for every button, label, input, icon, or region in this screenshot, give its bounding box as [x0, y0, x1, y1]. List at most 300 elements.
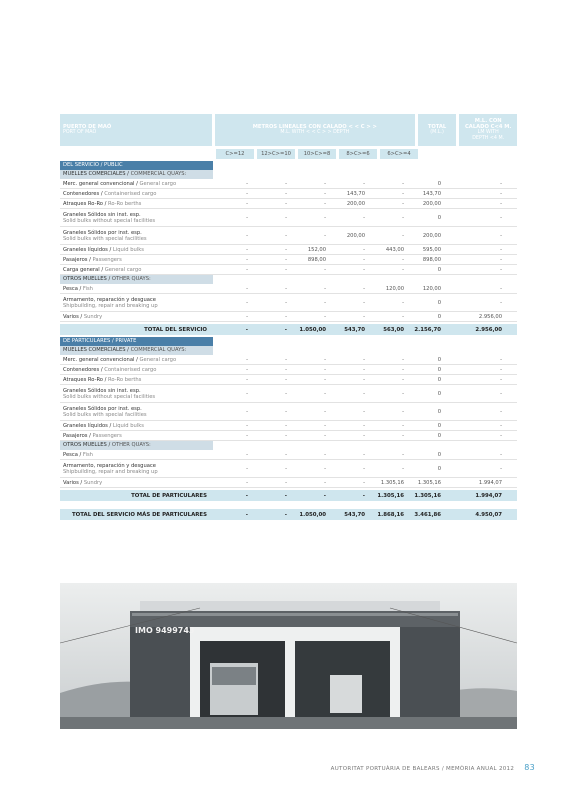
cell-depth-2: - [285, 465, 287, 472]
table-row [60, 403, 517, 421]
cell-depth-3: 152,00 [307, 246, 326, 253]
cell-depth-1: - [246, 299, 248, 306]
cell-depth-3: - [324, 465, 326, 472]
row-label-es: Merc. general convencional [63, 180, 135, 187]
cell-depth-5: 1.305,16 [380, 479, 404, 486]
row-label-es: Contenedores [63, 366, 100, 373]
group-title-en: OTHER QUAYS: [111, 442, 151, 448]
cell-depth-3: - [324, 451, 326, 458]
cell-depth-2: - [285, 190, 287, 197]
cell-ml-shallow: 2.956,00 [478, 313, 502, 320]
berth-table [60, 114, 517, 520]
row-label-en: Shipbuilding, repair and breaking up [63, 468, 158, 475]
table-row [60, 355, 517, 365]
cell-depth-1: - [246, 214, 248, 221]
cell-depth-2: - [285, 214, 287, 221]
header-ml-label-en-2: DEPTH <4 M. [472, 136, 505, 142]
grand-total-ml-shallow: 4.950,07 [475, 511, 502, 518]
table-row [60, 284, 517, 294]
cell-depth-5: - [402, 390, 404, 397]
page-footer [331, 763, 535, 772]
page-number: 83 [524, 763, 535, 772]
cell-depth-5: - [402, 266, 404, 273]
row-label [60, 230, 213, 242]
cell-total: 0 [437, 366, 441, 373]
cell-ml-shallow: - [500, 256, 502, 263]
header-port-label-en: PORT OF MAÓ [63, 130, 97, 135]
table-row [60, 375, 517, 385]
cell-depth-3: - [324, 299, 326, 306]
grand-total-depth-3: 1.050,00 [299, 511, 326, 518]
cell-depth-3: - [324, 200, 326, 207]
cell-depth-1: - [246, 266, 248, 273]
cell-depth-1: - [246, 356, 248, 363]
section-total-row [60, 324, 517, 335]
row-label: Atraques Ro-Ro / Ro-Ro berths [63, 376, 142, 383]
table-row [60, 478, 517, 488]
section-total-label: TOTAL DEL SERVICIO [144, 326, 207, 333]
cell-ml-shallow: - [500, 408, 502, 415]
cell-depth-4: - [363, 356, 365, 363]
cell-total: 0 [437, 408, 441, 415]
row-label-es: Atraques Ro-Ro [63, 200, 103, 207]
cell-depth-2: - [285, 390, 287, 397]
cell-ml-shallow: - [500, 432, 502, 439]
cell-depth-1: - [246, 200, 248, 207]
row-label [60, 297, 213, 309]
cell-depth-1: - [246, 285, 248, 292]
row-label-en: General cargo [104, 266, 142, 273]
row-label-es: Atraques Ro-Ro [63, 376, 103, 383]
cell-depth-4: 200,00 [346, 200, 365, 207]
table-row [60, 255, 517, 265]
cell-depth-5: - [402, 256, 404, 263]
total-depth-5: 1.305,16 [377, 492, 404, 499]
footer-report: MEMÒRIA ANUAL 2012 [446, 766, 515, 772]
row-label-en: Solid bulks with special facilities [63, 411, 147, 418]
cell-depth-3: - [324, 432, 326, 439]
row-label-es: Graneles líquidos [63, 422, 108, 429]
cell-depth-4: - [363, 285, 365, 292]
table-body [60, 161, 517, 520]
cell-depth-4: - [363, 422, 365, 429]
row-label-en: Ro-Ro berths [108, 200, 142, 207]
cell-depth-1: - [246, 451, 248, 458]
section-total-label: TOTAL DE PARTICULARES [131, 492, 207, 499]
row-label: Pesca / Fish [63, 285, 93, 292]
cell-depth-5: - [402, 313, 404, 320]
footer-org: AUTORITAT PORTUÀRIA DE BALEARS [330, 766, 440, 772]
cell-depth-2: - [285, 376, 287, 383]
header-metros [215, 114, 415, 146]
cell-ml-shallow: - [500, 376, 502, 383]
cell-total: 0 [437, 313, 441, 320]
cell-depth-3: - [324, 366, 326, 373]
depth-subheaders [60, 149, 517, 159]
cell-depth-3: - [324, 285, 326, 292]
grand-total-depth-4: 543,70 [344, 511, 365, 518]
depth-col-4: 8>C>=6 [339, 149, 377, 159]
cell-depth-5: - [402, 366, 404, 373]
cell-depth-2: - [285, 180, 287, 187]
group-title-es: MUELLES COMERCIALES [63, 171, 126, 177]
cell-total: 200,00 [422, 232, 441, 239]
table-row [60, 460, 517, 478]
row-label-es: Graneles líquidos [63, 246, 108, 253]
cell-depth-1: - [246, 246, 248, 253]
depth-col-1: C>=12 [216, 149, 254, 159]
total-depth-4: - [362, 492, 365, 499]
grand-total-depth-2: - [284, 511, 287, 518]
row-label-en: General cargo [139, 180, 177, 187]
row-label-es: Varios [63, 313, 79, 320]
cell-total: 1.305,16 [417, 479, 441, 486]
header-ml-label-2: CALADO C<4 M. [465, 123, 512, 130]
ferry-photo [60, 583, 517, 729]
row-label [60, 388, 213, 400]
cell-depth-2: - [285, 432, 287, 439]
cell-total: 0 [437, 422, 441, 429]
total-depth-5: 563,00 [383, 326, 404, 333]
group-title-es: MUELLES COMERCIALES [63, 347, 126, 353]
row-label-en: Ro-Ro berths [108, 376, 142, 383]
table-row [60, 385, 517, 403]
cell-depth-2: - [285, 366, 287, 373]
row-label-en: General cargo [139, 356, 177, 363]
cell-depth-1: - [246, 313, 248, 320]
cell-depth-2: - [285, 200, 287, 207]
cell-total: 0 [437, 299, 441, 306]
row-label [60, 406, 213, 418]
total-depth-3: 1.050,00 [299, 326, 326, 333]
cell-depth-3: - [324, 390, 326, 397]
cell-depth-4: - [363, 432, 365, 439]
row-label: Contenedores / Containerised cargo [63, 190, 157, 197]
cell-depth-3: 898,00 [307, 256, 326, 263]
row-label: Pasajeros / Passengers [63, 432, 122, 439]
table-row [60, 179, 517, 189]
group-title: MUELLES COMERCIALES / COMMERCIAL QUAYS: [60, 170, 213, 179]
header-total-label-en: (M.L.) [430, 130, 444, 135]
grand-total-total: 3.461,86 [414, 511, 441, 518]
cell-depth-5: - [402, 299, 404, 306]
row-label-es: Graneles Sólidos sin inst. esp. [63, 387, 141, 394]
total-depth-2: - [284, 326, 287, 333]
cell-depth-1: - [246, 408, 248, 415]
cell-depth-4: - [363, 180, 365, 187]
row-label: Contenedores / Containerised cargo [63, 366, 157, 373]
row-label-en: Sundry [83, 313, 103, 320]
row-label-en: Passengers [92, 256, 122, 263]
ferry-photo-image [60, 583, 517, 729]
group-title: MUELLES COMERCIALES / COMMERCIAL QUAYS: [60, 346, 213, 355]
cell-ml-shallow: - [500, 232, 502, 239]
cell-total: 0 [437, 376, 441, 383]
cell-depth-3: - [324, 408, 326, 415]
cell-depth-1: - [246, 376, 248, 383]
cell-depth-4: - [363, 408, 365, 415]
row-label-es: Pasajeros [63, 432, 88, 439]
cell-depth-5: - [402, 232, 404, 239]
cell-depth-4: 143,70 [346, 190, 365, 197]
depth-col-2: 12>C>=10 [257, 149, 295, 159]
cell-depth-3: - [324, 479, 326, 486]
cell-depth-2: - [285, 299, 287, 306]
depth-col-3: 10>C>=8 [298, 149, 336, 159]
header-total-label: TOTAL [427, 123, 447, 130]
cell-depth-1: - [246, 232, 248, 239]
cell-total: 0 [437, 390, 441, 397]
row-label: Pesca / Fish [63, 451, 93, 458]
cell-total: 0 [437, 214, 441, 221]
cell-depth-4: - [363, 376, 365, 383]
cell-total: 595,00 [422, 246, 441, 253]
header-ml-label-1: M.L. CON [474, 117, 502, 124]
row-label: Graneles líquidos / Liquid bulks [63, 422, 144, 429]
group-title: OTROS MUELLES / OTHER QUAYS: [60, 441, 213, 450]
cell-total: 898,00 [422, 256, 441, 263]
header-metros-label-en: M.L. WITH < < C > > DEPTH [280, 130, 350, 135]
cell-depth-2: - [285, 285, 287, 292]
row-label-en: Liquid bulks [112, 246, 144, 253]
row-label-es: Merc. general convencional [63, 356, 135, 363]
row-label-en: Sundry [83, 479, 103, 486]
cell-depth-1: - [246, 432, 248, 439]
table-row [60, 431, 517, 441]
cell-total: 200,00 [422, 200, 441, 207]
cell-depth-5: - [402, 422, 404, 429]
cell-depth-5: - [402, 408, 404, 415]
total-total: 2.156,70 [414, 326, 441, 333]
cell-depth-4: - [363, 266, 365, 273]
row-label: Merc. general convencional / General cargo [63, 180, 177, 187]
cell-depth-1: - [246, 422, 248, 429]
cell-total: 0 [437, 180, 441, 187]
cell-depth-4: - [363, 299, 365, 306]
header-ml-label-en-1: LM WITH [477, 130, 499, 135]
table-row [60, 450, 517, 460]
group-title-en: OTHER QUAYS: [111, 276, 151, 282]
row-label: Pasajeros / Passengers [63, 256, 122, 263]
cell-ml-shallow: - [500, 246, 502, 253]
row-label-en: Passengers [92, 432, 122, 439]
grand-total-depth-5: 1.868,16 [377, 511, 404, 518]
cell-depth-5: - [402, 465, 404, 472]
group-title: OTROS MUELLES / OTHER QUAYS: [60, 275, 213, 284]
cell-ml-shallow: - [500, 180, 502, 187]
table-row [60, 189, 517, 199]
footer-separator: / [441, 766, 444, 772]
cell-ml-shallow: - [500, 465, 502, 472]
cell-depth-4: - [363, 479, 365, 486]
cell-depth-4: - [363, 390, 365, 397]
row-label-es: Graneles Sólidos por inst. esp. [63, 229, 142, 236]
row-label [60, 463, 213, 475]
row-label-es: Pasajeros [63, 256, 88, 263]
grand-total-depth-1: - [245, 511, 248, 518]
cell-depth-4: - [363, 214, 365, 221]
cell-total: 0 [437, 451, 441, 458]
header-total [418, 114, 457, 146]
row-label [60, 212, 213, 224]
cell-total: 143,70 [422, 190, 441, 197]
cell-ml-shallow: - [500, 451, 502, 458]
subheader-spacer [60, 149, 216, 159]
row-label-en: Containerised cargo [104, 190, 157, 197]
cell-ml-shallow: - [500, 390, 502, 397]
cell-depth-5: - [402, 376, 404, 383]
grand-total-row [60, 509, 517, 520]
table-row [60, 245, 517, 255]
cell-ml-shallow: - [500, 266, 502, 273]
row-label: Varios / Sundry [63, 313, 103, 320]
row-label-en: Fish [82, 451, 93, 458]
row-label-en: Solid bulks without special facilities [63, 217, 156, 224]
table-row [60, 227, 517, 245]
total-ml-shallow: 2.956,00 [475, 326, 502, 333]
depth-col-5: 6>C>=4 [380, 149, 418, 159]
table-row [60, 421, 517, 431]
cell-depth-3: - [324, 422, 326, 429]
cell-depth-1: - [246, 479, 248, 486]
cell-ml-shallow: - [500, 214, 502, 221]
row-label: Merc. general convencional / General cargo [63, 356, 177, 363]
cell-depth-2: - [285, 479, 287, 486]
cell-depth-5: - [402, 200, 404, 207]
cell-depth-3: - [324, 356, 326, 363]
cell-ml-shallow: - [500, 299, 502, 306]
row-label-en: Solid bulks with special facilities [63, 235, 147, 242]
group-title-es: OTROS MUELLES [63, 276, 107, 282]
cell-depth-1: - [246, 190, 248, 197]
cell-depth-2: - [285, 232, 287, 239]
cell-depth-5: 443,00 [385, 246, 404, 253]
row-label: Graneles líquidos / Liquid bulks [63, 246, 144, 253]
cell-depth-4: - [363, 465, 365, 472]
cell-depth-5: - [402, 190, 404, 197]
header-ml [459, 114, 517, 146]
table-row [60, 265, 517, 275]
cell-ml-shallow: - [500, 200, 502, 207]
cell-ml-shallow: 1.994,07 [478, 479, 502, 486]
cell-ml-shallow: - [500, 422, 502, 429]
cell-depth-3: - [324, 266, 326, 273]
row-label-es: Armamento, reparación y desguace [63, 296, 156, 303]
cell-depth-2: - [285, 451, 287, 458]
row-label-es: Pesca [63, 451, 78, 458]
total-depth-1: - [245, 492, 248, 499]
group-title-es: OTROS MUELLES [63, 442, 107, 448]
table-row [60, 312, 517, 322]
table-row [60, 199, 517, 209]
cell-depth-3: - [324, 232, 326, 239]
cell-total: 0 [437, 432, 441, 439]
table-row [60, 365, 517, 375]
cell-depth-1: - [246, 366, 248, 373]
cell-depth-1: - [246, 256, 248, 263]
cell-depth-4: 200,00 [346, 232, 365, 239]
row-label-es: Graneles Sólidos sin inst. esp. [63, 211, 141, 218]
cell-total: 0 [437, 356, 441, 363]
header-metros-label: METROS LINEALES CON CALADO < < C > > [252, 123, 377, 130]
cell-depth-2: - [285, 266, 287, 273]
table-header [60, 114, 517, 146]
cell-depth-5: - [402, 356, 404, 363]
cell-depth-3: - [324, 313, 326, 320]
cell-depth-2: - [285, 313, 287, 320]
cell-ml-shallow: - [500, 356, 502, 363]
row-label-en: Fish [82, 285, 93, 292]
cell-depth-5: - [402, 451, 404, 458]
cell-depth-3: - [324, 190, 326, 197]
cell-ml-shallow: - [500, 285, 502, 292]
cell-depth-5: - [402, 214, 404, 221]
row-label-en: Containerised cargo [104, 366, 157, 373]
row-label-en: Liquid bulks [112, 422, 144, 429]
cell-depth-1: - [246, 180, 248, 187]
total-depth-2: - [284, 492, 287, 499]
cell-total: 120,00 [422, 285, 441, 292]
total-depth-3: - [323, 492, 326, 499]
section-title: DE PARTICULARES / PRIVATE [60, 337, 213, 346]
row-label-en: Solid bulks without special facilities [63, 393, 156, 400]
row-label-es: Armamento, reparación y desguace [63, 462, 156, 469]
cell-ml-shallow: - [500, 366, 502, 373]
cell-depth-5: - [402, 180, 404, 187]
cell-depth-2: - [285, 246, 287, 253]
total-ml-shallow: 1.994,07 [475, 492, 502, 499]
cell-depth-4: - [363, 366, 365, 373]
table-row [60, 209, 517, 227]
cell-depth-5: - [402, 432, 404, 439]
cell-depth-4: - [363, 451, 365, 458]
total-depth-1: - [245, 326, 248, 333]
row-label: Atraques Ro-Ro / Ro-Ro berths [63, 200, 142, 207]
row-label-es: Carga general [63, 266, 100, 273]
cell-depth-4: - [363, 246, 365, 253]
row-label-es: Pesca [63, 285, 78, 292]
section-title: DEL SERVICIO / PUBLIC [60, 161, 213, 170]
total-total: 1.305,16 [414, 492, 441, 499]
cell-depth-3: - [324, 180, 326, 187]
group-title-en: COMMERCIAL QUAYS: [130, 171, 187, 177]
cell-total: 0 [437, 465, 441, 472]
cell-depth-5: 120,00 [385, 285, 404, 292]
cell-total: 0 [437, 266, 441, 273]
row-label-es: Contenedores [63, 190, 100, 197]
ferry-hull-text: IMO 9499743 [135, 626, 195, 635]
cell-depth-4: - [363, 256, 365, 263]
cell-ml-shallow: - [500, 190, 502, 197]
group-title-en: COMMERCIAL QUAYS: [130, 347, 187, 353]
cell-depth-1: - [246, 465, 248, 472]
cell-depth-2: - [285, 422, 287, 429]
header-port [60, 114, 212, 146]
row-label-es: Graneles Sólidos por inst. esp. [63, 405, 142, 412]
grand-total-label: TOTAL DEL SERVICIO MÁS DE PARTICULARES [72, 511, 207, 518]
row-label: Varios / Sundry [63, 479, 103, 486]
cell-depth-2: - [285, 408, 287, 415]
row-label-es: Varios [63, 479, 79, 486]
row-label-en: Shipbuilding, repair and breaking up [63, 302, 158, 309]
cell-depth-3: - [324, 376, 326, 383]
row-label: Carga general / General cargo [63, 266, 142, 273]
total-depth-4: 543,70 [344, 326, 365, 333]
section-total-row [60, 490, 517, 501]
cell-depth-2: - [285, 356, 287, 363]
cell-depth-4: - [363, 313, 365, 320]
header-port-label: PUERTO DE MAÓ [63, 123, 112, 130]
